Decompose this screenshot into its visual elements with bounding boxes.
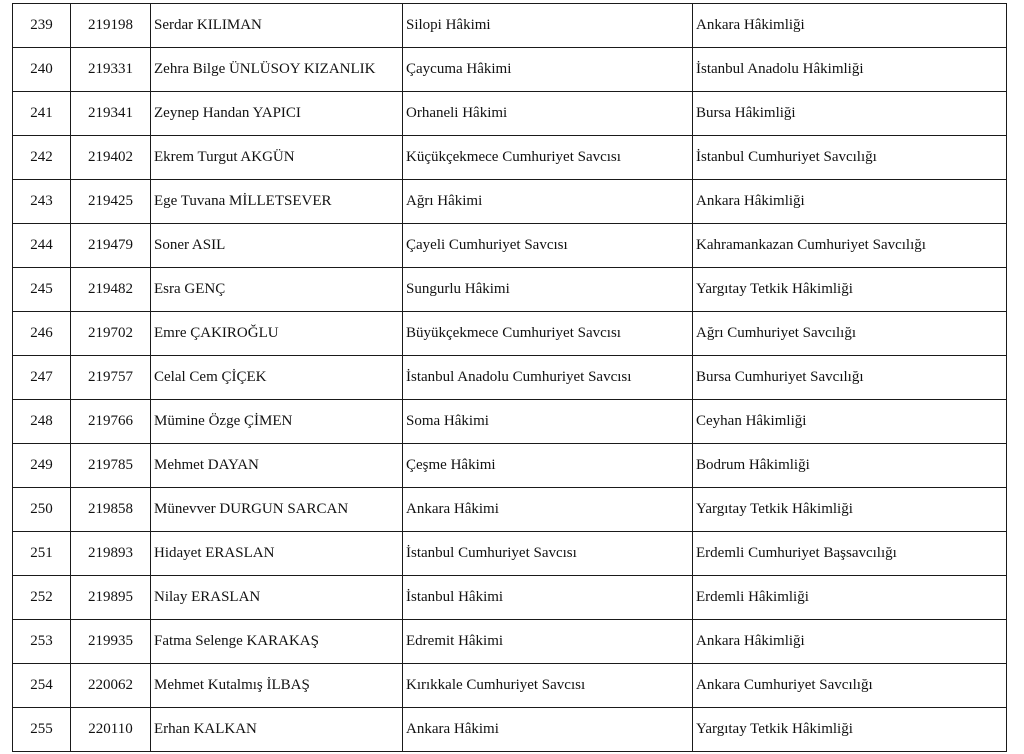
table-row — [13, 4, 1007, 48]
table-row — [13, 576, 1007, 620]
person-name-cell: Emre ÇAKIROĞLU — [151, 312, 403, 356]
row-number-cell: 246 — [13, 312, 71, 356]
person-name-cell: Esra GENÇ — [151, 268, 403, 312]
current-post-cell: İstanbul Anadolu Cumhuriyet Savcısı — [403, 356, 693, 400]
current-post-cell: Silopi Hâkimi — [403, 4, 693, 48]
table-row — [13, 400, 1007, 444]
registry-number-cell: 219893 — [71, 532, 151, 576]
row-number-cell: 253 — [13, 620, 71, 664]
new-post-cell: Bursa Cumhuriyet Savcılığı — [693, 356, 1007, 400]
person-name-cell: Mümine Özge ÇİMEN — [151, 400, 403, 444]
table-row — [13, 180, 1007, 224]
row-number-cell: 240 — [13, 48, 71, 92]
row-number-cell: 239 — [13, 4, 71, 48]
person-name-cell: Soner ASIL — [151, 224, 403, 268]
row-number-cell: 255 — [13, 708, 71, 752]
current-post-cell: Edremit Hâkimi — [403, 620, 693, 664]
person-name-cell: Mehmet DAYAN — [151, 444, 403, 488]
person-name-cell: Zeynep Handan YAPICI — [151, 92, 403, 136]
table-row — [13, 312, 1007, 356]
person-name-cell: Ekrem Turgut AKGÜN — [151, 136, 403, 180]
new-post-cell: İstanbul Cumhuriyet Savcılığı — [693, 136, 1007, 180]
row-number-cell: 248 — [13, 400, 71, 444]
person-name-cell: Ege Tuvana MİLLETSEVER — [151, 180, 403, 224]
person-name-cell: Fatma Selenge KARAKAŞ — [151, 620, 403, 664]
current-post-cell: Çaycuma Hâkimi — [403, 48, 693, 92]
registry-number-cell: 219331 — [71, 48, 151, 92]
current-post-cell: Soma Hâkimi — [403, 400, 693, 444]
new-post-cell: Ankara Cumhuriyet Savcılığı — [693, 664, 1007, 708]
row-number-cell: 245 — [13, 268, 71, 312]
registry-number-cell: 219757 — [71, 356, 151, 400]
new-post-cell: Yargıtay Tetkik Hâkimliği — [693, 268, 1007, 312]
registry-number-cell: 219766 — [71, 400, 151, 444]
current-post-cell: Küçükçekmece Cumhuriyet Savcısı — [403, 136, 693, 180]
row-number-cell: 241 — [13, 92, 71, 136]
new-post-cell: Ceyhan Hâkimliği — [693, 400, 1007, 444]
registry-number-cell: 219341 — [71, 92, 151, 136]
registry-number-cell: 219402 — [71, 136, 151, 180]
registry-number-cell: 220062 — [71, 664, 151, 708]
table-row — [13, 620, 1007, 664]
new-post-cell: Erdemli Cumhuriyet Başsavcılığı — [693, 532, 1007, 576]
current-post-cell: Sungurlu Hâkimi — [403, 268, 693, 312]
person-name-cell: Celal Cem ÇİÇEK — [151, 356, 403, 400]
registry-number-cell: 219425 — [71, 180, 151, 224]
row-number-cell: 251 — [13, 532, 71, 576]
person-name-cell: Erhan KALKAN — [151, 708, 403, 752]
row-number-cell: 249 — [13, 444, 71, 488]
row-number-cell: 247 — [13, 356, 71, 400]
new-post-cell: Kahramankazan Cumhuriyet Savcılığı — [693, 224, 1007, 268]
row-number-cell: 243 — [13, 180, 71, 224]
person-name-cell: Serdar KILIMAN — [151, 4, 403, 48]
table-row — [13, 664, 1007, 708]
current-post-cell: İstanbul Hâkimi — [403, 576, 693, 620]
person-name-cell: Zehra Bilge ÜNLÜSOY KIZANLIK — [151, 48, 403, 92]
table-row — [13, 136, 1007, 180]
table-row — [13, 48, 1007, 92]
new-post-cell: İstanbul Anadolu Hâkimliği — [693, 48, 1007, 92]
registry-number-cell: 220110 — [71, 708, 151, 752]
current-post-cell: Çeşme Hâkimi — [403, 444, 693, 488]
current-post-cell: Ankara Hâkimi — [403, 708, 693, 752]
table-row — [13, 708, 1007, 752]
current-post-cell: Büyükçekmece Cumhuriyet Savcısı — [403, 312, 693, 356]
current-post-cell: Ankara Hâkimi — [403, 488, 693, 532]
row-number-cell: 252 — [13, 576, 71, 620]
current-post-cell: İstanbul Cumhuriyet Savcısı — [403, 532, 693, 576]
new-post-cell: Bodrum Hâkimliği — [693, 444, 1007, 488]
table-row — [13, 532, 1007, 576]
person-name-cell: Münevver DURGUN SARCAN — [151, 488, 403, 532]
registry-number-cell: 219479 — [71, 224, 151, 268]
person-name-cell: Mehmet Kutalmış İLBAŞ — [151, 664, 403, 708]
registry-number-cell: 219935 — [71, 620, 151, 664]
current-post-cell: Orhaneli Hâkimi — [403, 92, 693, 136]
new-post-cell: Ankara Hâkimliği — [693, 4, 1007, 48]
new-post-cell: Bursa Hâkimliği — [693, 92, 1007, 136]
registry-number-cell: 219198 — [71, 4, 151, 48]
person-name-cell: Nilay ERASLAN — [151, 576, 403, 620]
table-row — [13, 268, 1007, 312]
new-post-cell: Yargıtay Tetkik Hâkimliği — [693, 708, 1007, 752]
registry-number-cell: 219895 — [71, 576, 151, 620]
registry-number-cell: 219702 — [71, 312, 151, 356]
registry-number-cell: 219482 — [71, 268, 151, 312]
table-row — [13, 92, 1007, 136]
current-post-cell: Ağrı Hâkimi — [403, 180, 693, 224]
appointment-table — [12, 3, 1007, 752]
registry-number-cell: 219858 — [71, 488, 151, 532]
table-row — [13, 488, 1007, 532]
table-row — [13, 356, 1007, 400]
person-name-cell: Hidayet ERASLAN — [151, 532, 403, 576]
registry-number-cell: 219785 — [71, 444, 151, 488]
current-post-cell: Çayeli Cumhuriyet Savcısı — [403, 224, 693, 268]
table-row — [13, 224, 1007, 268]
new-post-cell: Ankara Hâkimliği — [693, 620, 1007, 664]
new-post-cell: Yargıtay Tetkik Hâkimliği — [693, 488, 1007, 532]
new-post-cell: Ağrı Cumhuriyet Savcılığı — [693, 312, 1007, 356]
new-post-cell: Ankara Hâkimliği — [693, 180, 1007, 224]
row-number-cell: 250 — [13, 488, 71, 532]
row-number-cell: 244 — [13, 224, 71, 268]
table-row — [13, 444, 1007, 488]
current-post-cell: Kırıkkale Cumhuriyet Savcısı — [403, 664, 693, 708]
row-number-cell: 242 — [13, 136, 71, 180]
new-post-cell: Erdemli Hâkimliği — [693, 576, 1007, 620]
appointment-table-body — [13, 4, 1007, 752]
row-number-cell: 254 — [13, 664, 71, 708]
